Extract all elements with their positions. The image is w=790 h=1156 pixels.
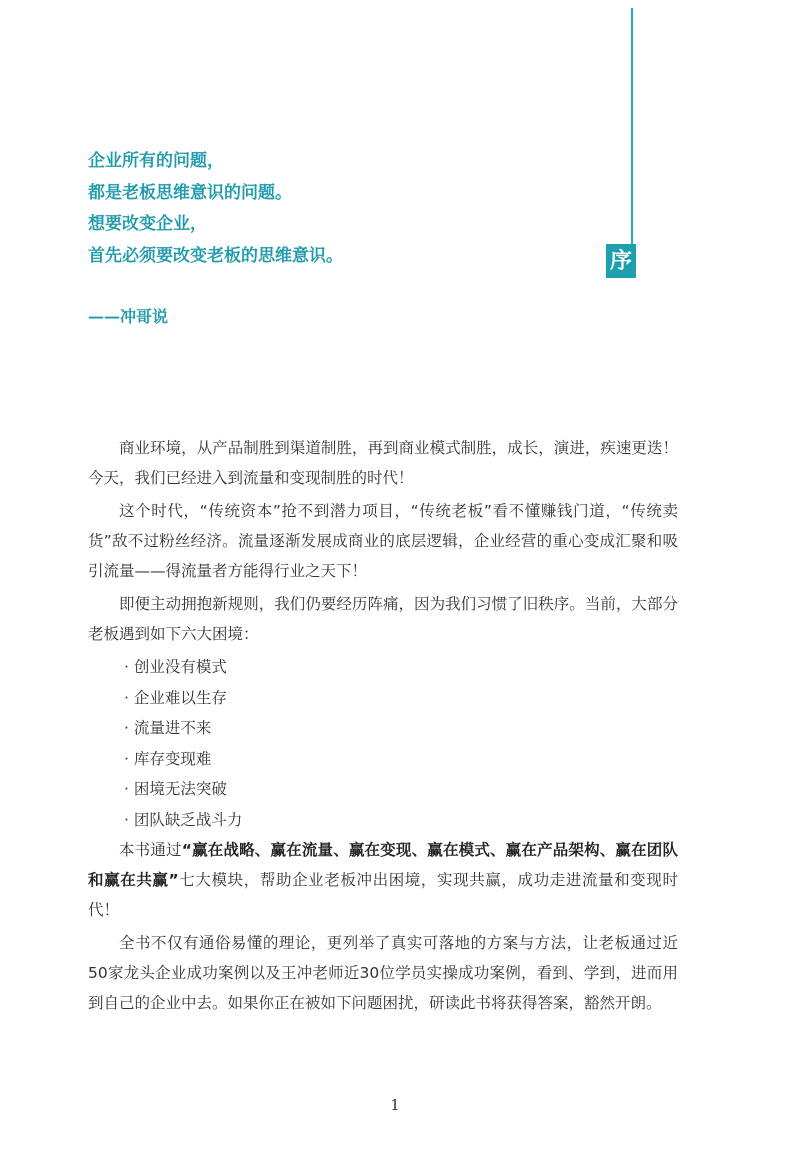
list-item: · 困境无法突破: [124, 780, 227, 798]
paragraph: 全书不仅有通俗易懂的理论，更列举了真实可落地的方案与方法，让老板通过近50家龙头企业成功案例以及王冲老师近30位学员实操成功案例，看到、学到，进而用到自己的企业中去。如果你正在被如下问题困扰，研读此书将获得答案，豁然开朗。: [88, 934, 678, 1012]
epigraph-quote: [88, 146, 343, 272]
page-number: 1: [390, 1096, 400, 1114]
modules-emphasis: “赢在战略、赢在流量、赢在变现、赢在模式、赢在产品架构、赢在团队和赢在共赢”: [88, 841, 678, 889]
paragraph: 即便主动拥抱新规则，我们仍要经历阵痛，因为我们习惯了旧秩序。当前，大部分老板遇到如下六大困境：: [88, 595, 678, 643]
paragraph-prefix: 本书通过: [119, 841, 182, 859]
decorative-vertical-line: [631, 8, 633, 254]
paragraph: [88, 835, 678, 925]
dilemma-list: [88, 652, 678, 835]
list-item: · 创业没有模式: [124, 658, 227, 676]
list-item: · 库存变现难: [124, 749, 212, 768]
quote-line: 首先必须要改变老板的思维意识。: [88, 245, 343, 266]
list-item: · 企业难以生存: [124, 688, 227, 707]
paragraph: 这个时代，“传统资本”抢不到潜力项目，“传统老板”看不懂赚钱门道，“传统卖货”敌不过粉丝经济。流量逐渐发展成商业的底层逻辑，企业经营的重心变成汇聚和吸引流量——得流量者方能得行业之天下！: [88, 502, 678, 580]
paragraph-suffix: 七大模块，帮助企业老板冲出困境，实现共赢，成功走进流量和变现时代！: [88, 871, 678, 919]
list-item: · 团队缺乏战斗力: [124, 810, 243, 829]
quote-line: 都是老板思维意识的问题。: [88, 182, 292, 203]
quote-attribution: ——冲哥说: [88, 307, 169, 326]
quote-line: 企业所有的问题，: [88, 151, 224, 171]
preface-seal: 序: [606, 244, 636, 278]
list-item: · 流量进不来: [124, 719, 212, 737]
preface-body: [88, 433, 678, 1021]
paragraph: 商业环境，从产品制胜到渠道制胜，再到商业模式制胜，成长，演进，疾速更迭！今天，我们已经进入到流量和变现制胜的时代！: [88, 439, 678, 487]
quote-line: 想要改变企业，: [88, 214, 207, 234]
